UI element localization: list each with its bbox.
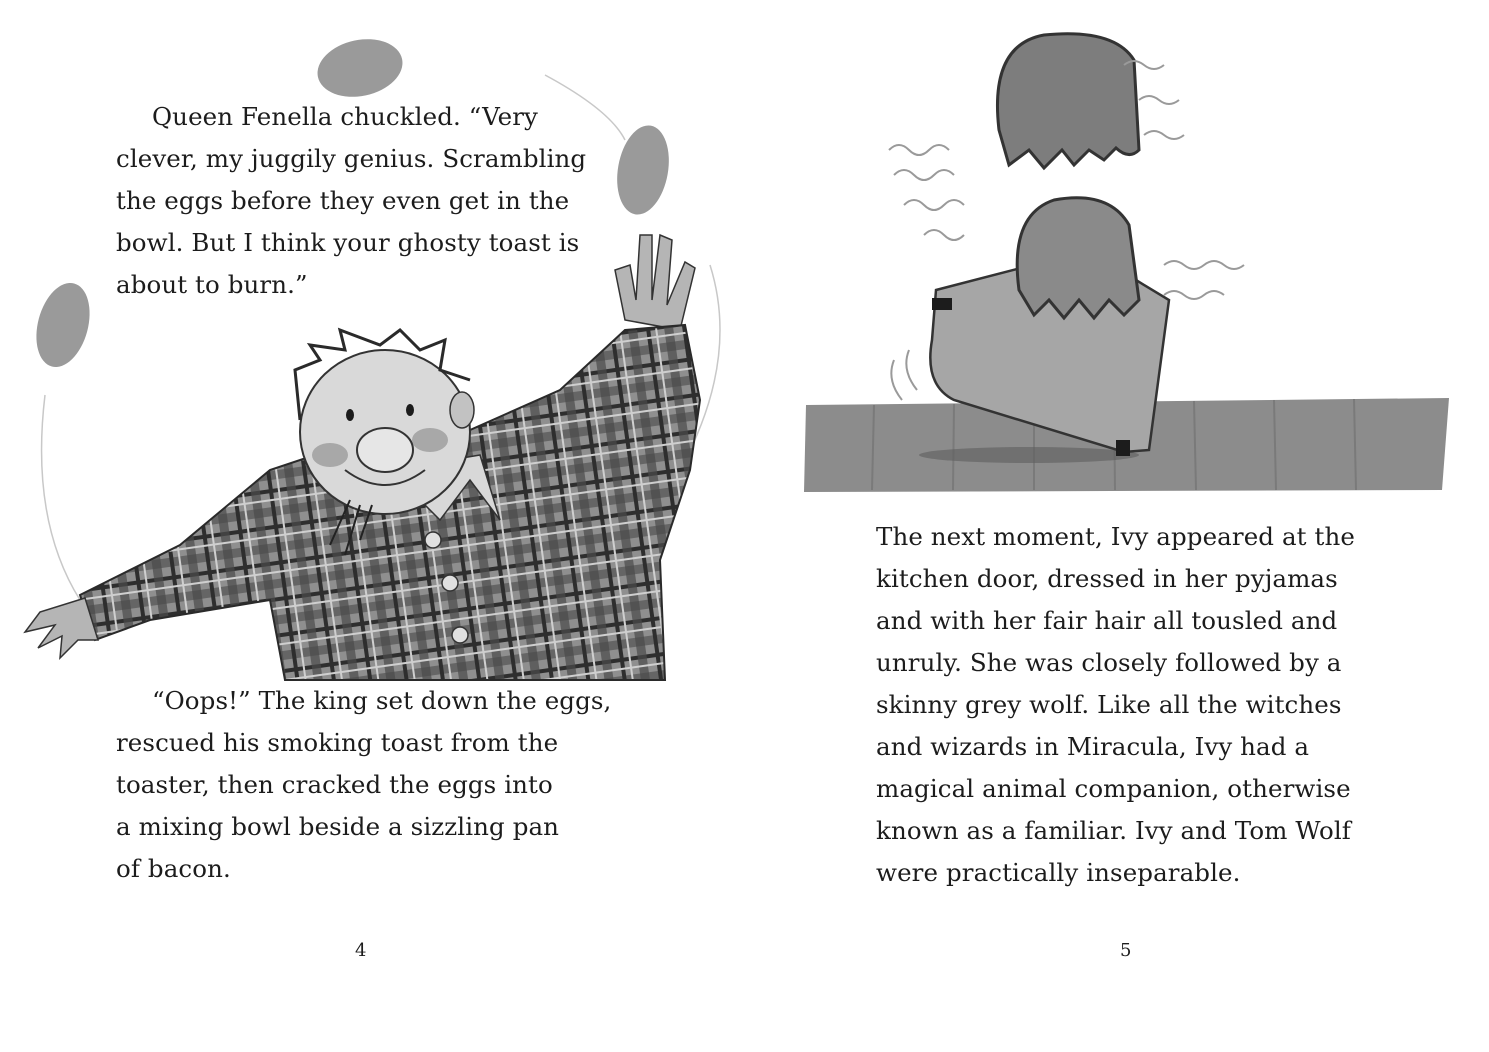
right-p1-line-1: The next moment, Ivy appeared at the — [876, 522, 1355, 551]
left-page — [0, 0, 744, 1052]
left-p2-line-1: “Oops!” The king set down the eggs, — [152, 686, 612, 715]
right-page — [744, 0, 1489, 1052]
page-number-right: 5 — [1120, 940, 1132, 961]
page-number-left: 4 — [355, 940, 367, 961]
left-p1-line-2: clever, my juggily genius. Scrambling — [116, 144, 587, 173]
egg-left — [28, 277, 99, 373]
left-p2-line-2: rescued his smoking toast from the — [116, 728, 559, 757]
right-p1-line-5: skinny grey wolf. Like all the witches — [876, 690, 1342, 719]
left-p1-line-5: about to burn.” — [116, 270, 308, 299]
toast-in-toaster — [1017, 198, 1139, 318]
right-p1-line-2: kitchen door, dressed in her pyjamas — [876, 564, 1338, 593]
egg-top — [312, 32, 408, 105]
right-p1-line-6: and wizards in Miracula, Ivy had a — [876, 732, 1310, 761]
toaster-illustration — [744, 0, 1489, 500]
left-p2-line-5: of bacon. — [116, 854, 231, 883]
right-p1-line-8: known as a familiar. Ivy and Tom Wolf — [876, 816, 1351, 845]
left-p1-line-3: the eggs before they even get in the — [116, 186, 570, 215]
left-p2-line-3: toaster, then cracked the eggs into — [116, 770, 553, 799]
left-p1-line-4: bowl. But I think your ghosty toast is — [116, 228, 580, 257]
left-p2-line-4: a mixing bowl beside a sizzling pan — [116, 812, 560, 841]
right-p1-line-3: and with her fair hair all tousled and — [876, 606, 1338, 635]
right-p1-line-4: unruly. She was closely followed by a — [876, 648, 1342, 677]
right-p1-line-9: were practically inseparable. — [876, 858, 1241, 887]
right-p1-line-7: magical animal companion, otherwise — [876, 774, 1351, 803]
egg-right — [611, 121, 676, 218]
flying-toast — [997, 34, 1139, 168]
left-p1-line-1: Queen Fenella chuckled. “Very — [152, 102, 538, 131]
